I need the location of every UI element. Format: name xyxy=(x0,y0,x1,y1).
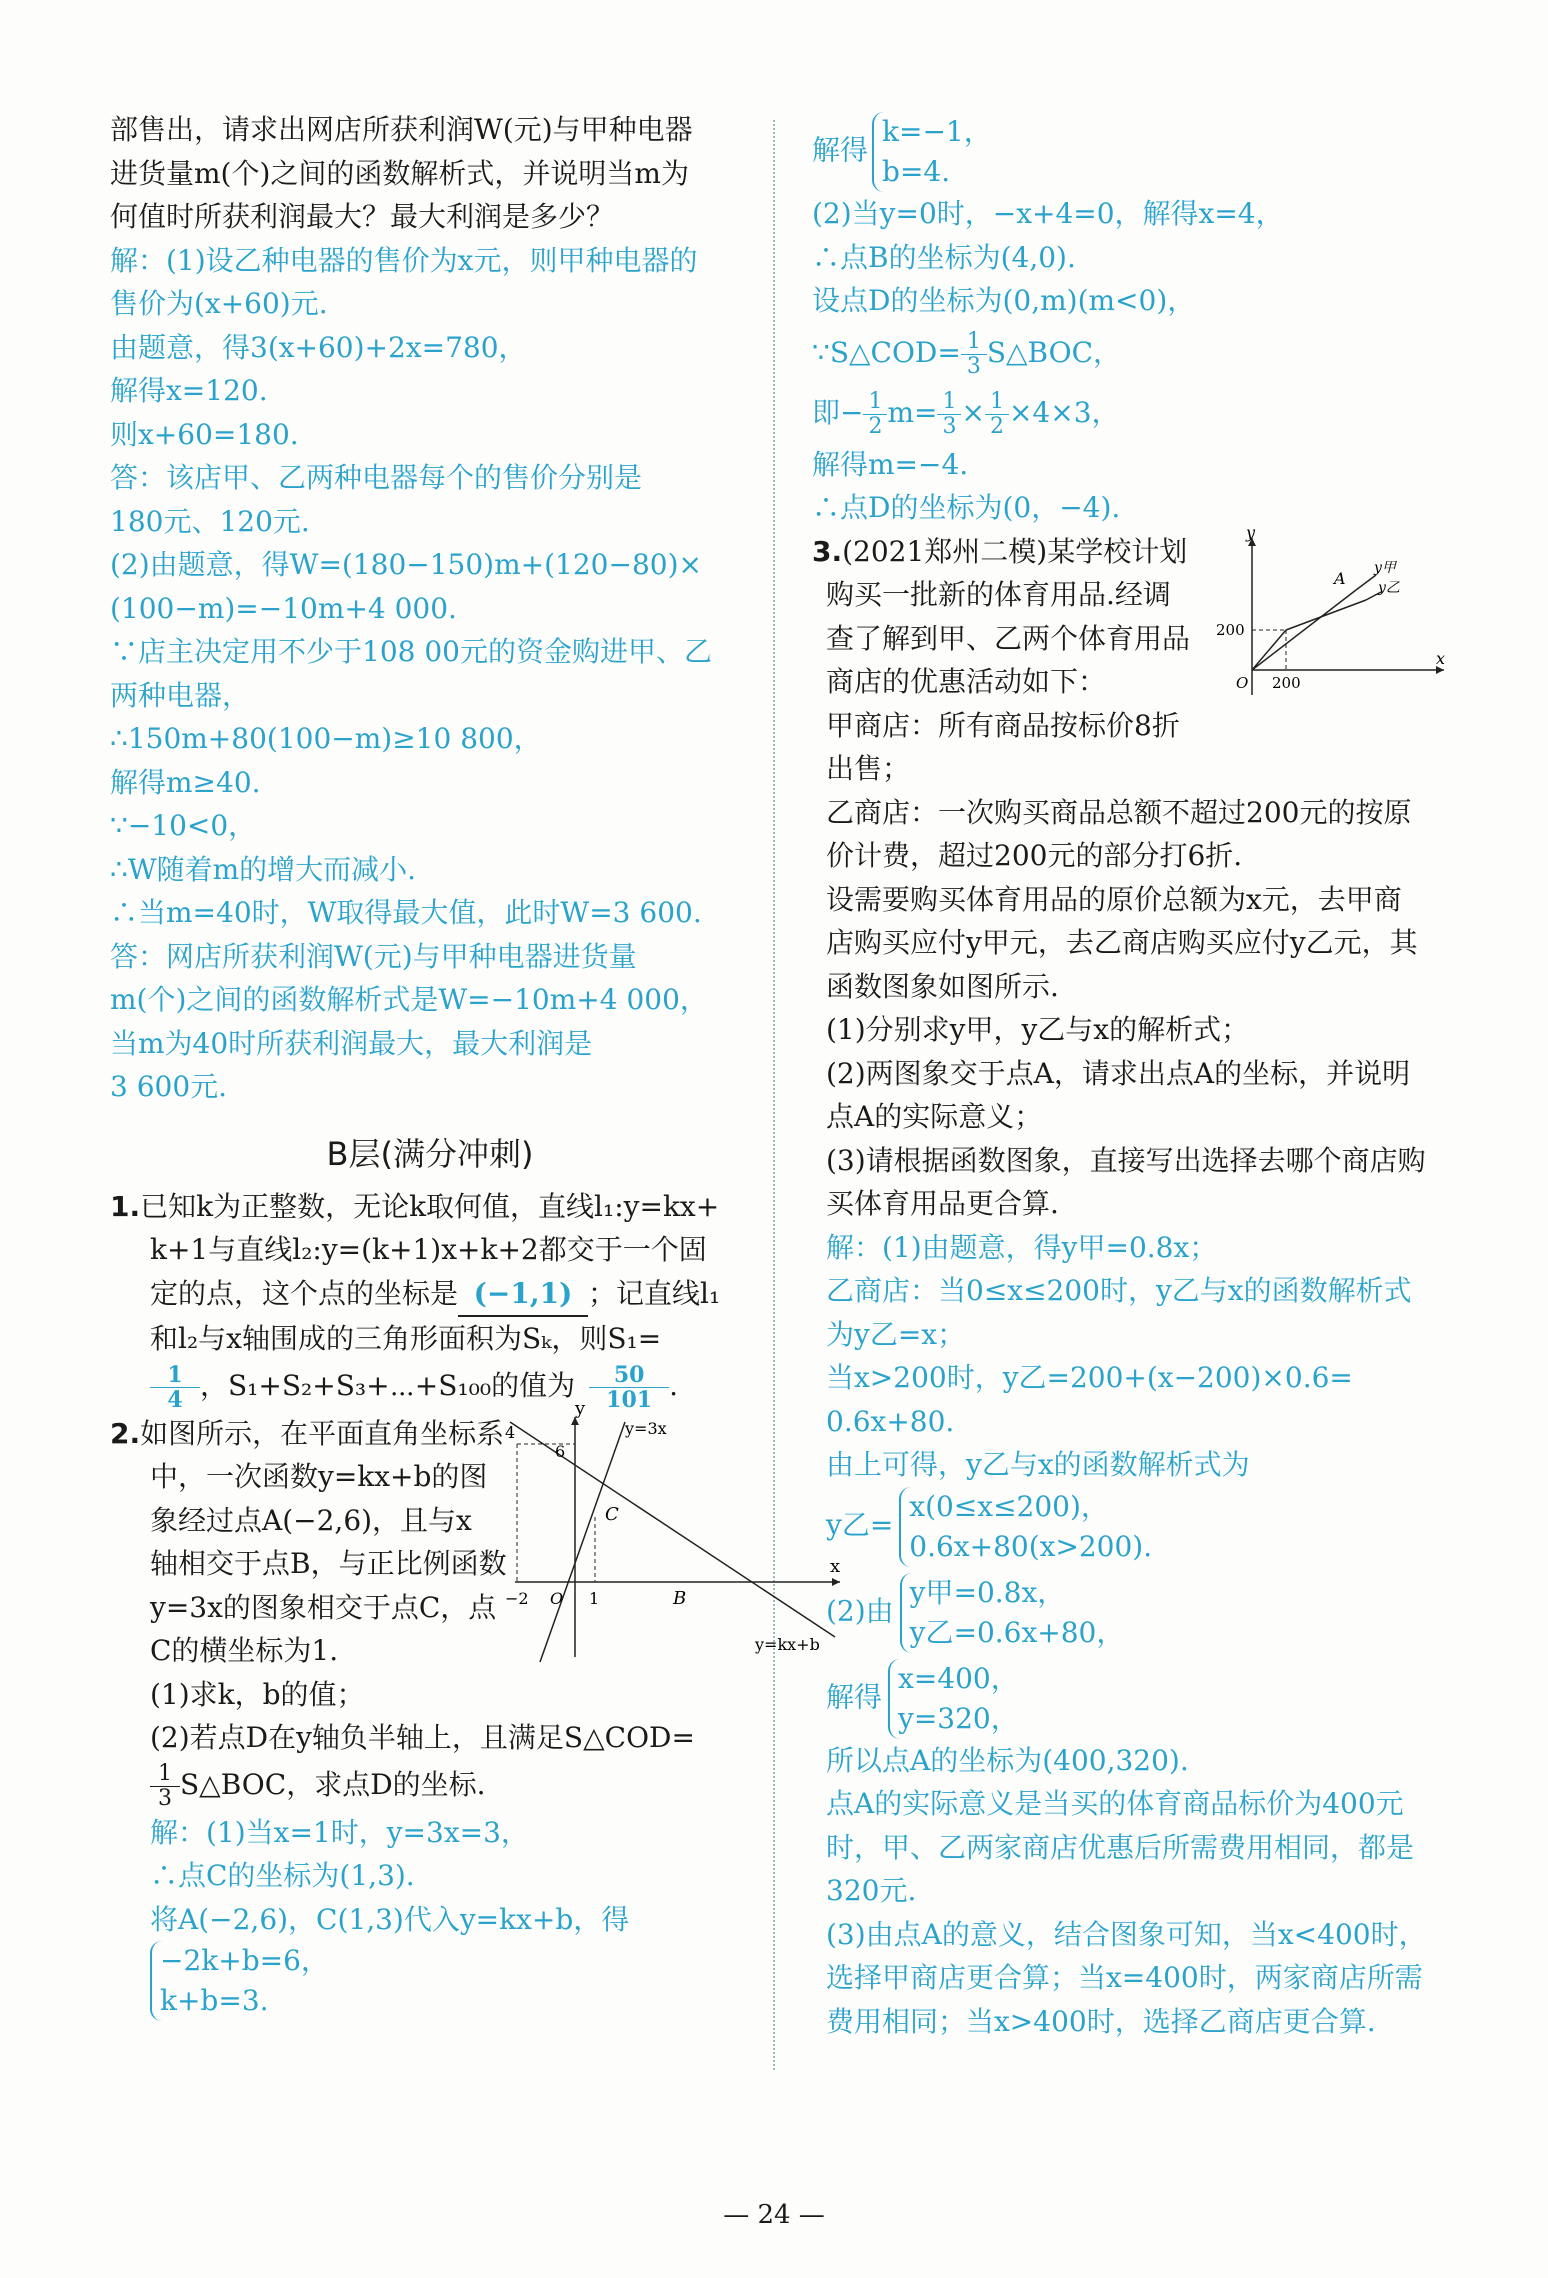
fraction: $\frac{1}{2}$ xyxy=(863,390,887,439)
question-text: 查了解到甲、乙两个体育用品 xyxy=(826,621,1191,655)
solution-text: × xyxy=(961,395,985,429)
question-text: 定的点，这个点的坐标是 xyxy=(150,1276,459,1310)
question-text: 商店的优惠活动如下： xyxy=(826,665,1107,698)
solution-line: 解：(1)由题意，得y甲=0.8x； xyxy=(826,1230,1218,1264)
question-text: 部售出，请求出网店所获利润W(元)与甲种电器 xyxy=(110,113,693,146)
solution-text: y乙= xyxy=(826,1508,894,1541)
solution-line: m(个)之间的函数解析式是W=−10m+4 000， xyxy=(110,983,708,1016)
fraction: $\frac{1}{3}$ xyxy=(937,390,961,439)
question-3 xyxy=(812,522,1446,2044)
solution-line: (3)由点A的意义，结合图象可知，当x<400时， xyxy=(826,1917,1427,1951)
tick-label: −2 xyxy=(505,1588,529,1608)
solution-block xyxy=(110,239,750,1109)
tick-label: 200 xyxy=(1272,673,1301,692)
axis-label-x: x xyxy=(1436,648,1446,668)
question-text: 店购买应付y甲元，去乙商店购买应付y乙元，其 xyxy=(826,926,1418,959)
tick-label: 4 xyxy=(505,1422,516,1442)
question-2 xyxy=(110,1397,841,2022)
linear-function-graph xyxy=(505,1397,845,1662)
question-text: 价计费，超过200元的部分打6折. xyxy=(826,839,1243,872)
solution-line: 费用相同；当x>400时，选择乙商店更合算. xyxy=(826,2004,1376,2038)
tick-label: 6 xyxy=(555,1441,566,1461)
fraction: $\frac{1}{3}$ xyxy=(150,1762,180,1811)
answer-fraction: $\frac{50}{101}$ xyxy=(589,1363,669,1412)
solution-line: 解：(1)设乙种电器的售价为x元，则甲种电器的 xyxy=(110,243,698,277)
solution-text: (2)由 xyxy=(826,1594,894,1627)
point-label: C xyxy=(605,1503,619,1525)
solution-line: ∴当m=40时，W取得最大值，此时W=3 600. xyxy=(110,896,702,929)
question-text: 乙商店：一次购买商品总额不超过200元的按原 xyxy=(826,795,1412,829)
question-text: 进货量m(个)之间的函数解析式，并说明当m为 xyxy=(110,156,689,190)
solution-line: 则x+60=180. xyxy=(110,417,299,451)
solution-line: ∴点B的坐标为(4,0). xyxy=(812,240,1076,274)
question-text: (1)分别求y甲，y乙与x的解析式； xyxy=(826,1013,1250,1046)
solution-line: 解得x=120. xyxy=(110,374,268,407)
question-1 xyxy=(110,1185,750,1412)
answer-blank: (−1,1) xyxy=(458,1272,588,1318)
line-label: y甲 xyxy=(1374,559,1396,576)
solution-text: 解得 xyxy=(826,1680,883,1713)
question-text: 设需要购买体育用品的原价总额为x元，去甲商 xyxy=(826,882,1402,916)
solution-line: 当m为40时所获利润最大，最大利润是 xyxy=(110,1026,593,1060)
axis-label-y: y xyxy=(575,1397,586,1419)
equation-system: x=400， y=320， xyxy=(888,1659,1019,1739)
question-text: 点A的实际意义； xyxy=(826,1100,1043,1133)
solution-line: 320元. xyxy=(826,1874,917,1907)
solution-line: 设点D的坐标为(0,m)(m<0)， xyxy=(812,284,1196,317)
tick-label: 200 xyxy=(1216,620,1245,639)
solution-line: 时，甲、乙两家商店优惠后所需费用相同，都是 xyxy=(826,1830,1415,1864)
question-text: (3)请根据函数图象，直接写出选择去哪个商店购 xyxy=(826,1143,1426,1177)
line-y-yi-2 xyxy=(1286,600,1366,630)
solution-text: 即− xyxy=(812,395,864,429)
origin-label: O xyxy=(1236,673,1249,692)
right-column xyxy=(812,112,1446,2043)
page-number: — 24 — xyxy=(723,2200,825,2230)
fraction: $\frac{1}{3}$ xyxy=(961,330,987,379)
solution-line: ∵−10<0， xyxy=(110,809,257,842)
solution-line: 解得m=−4. xyxy=(812,447,969,481)
solution-line: ∴点D的坐标为(0，−4). xyxy=(812,491,1121,524)
equation-system: k=−1， b=4. xyxy=(872,112,992,192)
question-text: y=3x的图象相交于点C，点 xyxy=(150,1590,497,1624)
question-text: 如图所示，在平面直角坐标系 xyxy=(140,1416,505,1450)
solution-line: 由题意，得3(x+60)+2x=780， xyxy=(110,330,527,364)
solution-line: ∴点C的坐标为(1,3). xyxy=(150,1859,415,1892)
line-label: y=3x xyxy=(625,1418,667,1438)
question-number: 3. xyxy=(812,534,843,568)
question-text: S△BOC，求点D的坐标. xyxy=(180,1767,486,1801)
solution-line: 将A(−2,6)，C(1,3)代入y=kx+b，得 xyxy=(150,1902,630,1936)
question-text: 和l₂与x轴围成的三角形面积为Sₖ，则S₁= xyxy=(150,1322,662,1355)
question-number: 1. xyxy=(110,1189,141,1223)
solution-line: ∴W随着m的增大而减小. xyxy=(110,852,417,886)
column-divider xyxy=(773,120,775,2070)
line-label: y乙 xyxy=(1378,579,1400,596)
solution-line: (2)当y=0时，−x+4=0，解得x=4， xyxy=(812,197,1284,230)
solution-line: ∵店主决定用不少于108 00元的资金购进甲、乙 xyxy=(110,635,712,668)
solution-line: 180元、120元. xyxy=(110,504,310,538)
question-text: (2)若点D在y轴负半轴上，且满足S△COD= xyxy=(150,1721,695,1754)
question-text: (1)求k，b的值； xyxy=(150,1677,365,1711)
question-text: 象经过点A(−2,6)，且与x xyxy=(150,1503,472,1537)
question-text: 出售； xyxy=(826,752,911,785)
solution-line: 乙商店：当0≤x≤200时，y乙与x的函数解析式 xyxy=(826,1274,1412,1307)
equation-system: y甲=0.8x， y乙=0.6x+80， xyxy=(900,1573,1125,1653)
line-label: y=kx+b xyxy=(755,1634,820,1654)
solution-line: 解得m≥40. xyxy=(110,765,261,799)
line-3x xyxy=(540,1422,625,1662)
solution-line: 答：网店所获利润W(元)与甲种电器进货量 xyxy=(110,939,637,973)
question-text-block xyxy=(812,791,1442,1226)
solution-block xyxy=(812,1226,1442,1487)
solution-text: ∵S△COD= xyxy=(812,335,961,369)
solution-line: (2)由题意，得W=(180−150)m+(120−80)× xyxy=(110,548,702,581)
point-label: A xyxy=(1334,568,1346,588)
solution-text: 解得 xyxy=(812,133,869,167)
solution-line: 售价为(x+60)元. xyxy=(110,287,328,320)
price-function-graph xyxy=(1216,522,1446,700)
solution-text: ×4×3， xyxy=(1008,395,1120,429)
question-text: ；记直线l₁ xyxy=(588,1276,721,1310)
solution-line: ∴150m+80(100−m)≥10 800， xyxy=(110,722,542,755)
tick-label: 1 xyxy=(589,1588,600,1608)
solution-line: 为y乙=x； xyxy=(826,1317,966,1351)
question-text: 已知k为正整数，无论k取何值，直线l₁:y=kx+ xyxy=(140,1189,720,1223)
solution-text: S△BOC， xyxy=(986,335,1122,369)
axis-label-x: x xyxy=(830,1555,841,1577)
question-text: 中，一次函数y=kx+b的图 xyxy=(150,1460,488,1493)
question-text: k+1与直线l₂:y=(k+1)x+k+2都交于一个固 xyxy=(150,1233,707,1266)
equation-system: x(0≤x≤200)， 0.6x+80(x>200). xyxy=(899,1487,1152,1567)
line-y-jia-ext xyxy=(1356,575,1376,590)
line-y-yi-1 xyxy=(1252,630,1286,670)
question-number: 2. xyxy=(110,1416,141,1450)
solution-line: 两种电器， xyxy=(110,678,251,712)
solution-line: 点A的实际意义是当买的体育商品标价为400元 xyxy=(826,1787,1404,1820)
period: . xyxy=(669,1368,679,1402)
solution-line: (100−m)=−10m+4 000. xyxy=(110,591,457,625)
left-column xyxy=(110,108,841,2021)
solution-text: m= xyxy=(887,395,938,429)
solution-line: 3 600元. xyxy=(110,1070,228,1103)
origin-label: O xyxy=(550,1588,564,1608)
solution-line: 所以点A的坐标为(400,320). xyxy=(826,1743,1189,1777)
question-text: 购买一批新的体育用品.经调 xyxy=(826,578,1171,611)
point-label: B xyxy=(673,1587,687,1609)
question-text: ，S₁+S₂+S₃+⋯+S₁₀₀的值为 xyxy=(200,1368,576,1402)
solution-block xyxy=(812,1739,1442,2044)
solution-line: 当x>200时，y乙=200+(x−200)×0.6= xyxy=(826,1361,1353,1394)
question-text: 甲商店：所有商品按标价8折 xyxy=(826,708,1180,742)
question-text: 何值时所获利润最大？最大利润是多少？ xyxy=(110,200,615,233)
question-text: 函数图象如图所示. xyxy=(826,969,1059,1003)
section-title: B层(满分冲刺) xyxy=(326,1134,534,1173)
question-text: 轴相交于点B，与正比例函数 xyxy=(150,1547,507,1580)
question-text: C的横坐标为1. xyxy=(150,1634,339,1667)
axis-label-y: y xyxy=(1246,522,1256,542)
question-text: 买体育用品更合算. xyxy=(826,1187,1059,1220)
fraction: $\frac{1}{2}$ xyxy=(985,390,1009,439)
answer-fraction: $\frac{1}{4}$ xyxy=(150,1363,200,1412)
solution-line: 0.6x+80. xyxy=(826,1404,955,1438)
solution-line: 选择甲商店更合算；当x=400时，两家商店所需 xyxy=(826,1961,1423,1994)
solution-line: 解：(1)当x=1时，y=3x=3， xyxy=(150,1815,529,1849)
question-text: (2021郑州二模)某学校计划 xyxy=(842,534,1188,568)
solution-line: 由上可得，y乙与x的函数解析式为 xyxy=(826,1448,1250,1481)
solution-line: 答：该店甲、乙两种电器每个的售价分别是 xyxy=(110,461,643,494)
equation-system: −2k+b=6， k+b=3. xyxy=(150,1941,329,2021)
question-text: (2)两图象交于点A，请求出点A的坐标，并说明 xyxy=(826,1056,1411,1090)
